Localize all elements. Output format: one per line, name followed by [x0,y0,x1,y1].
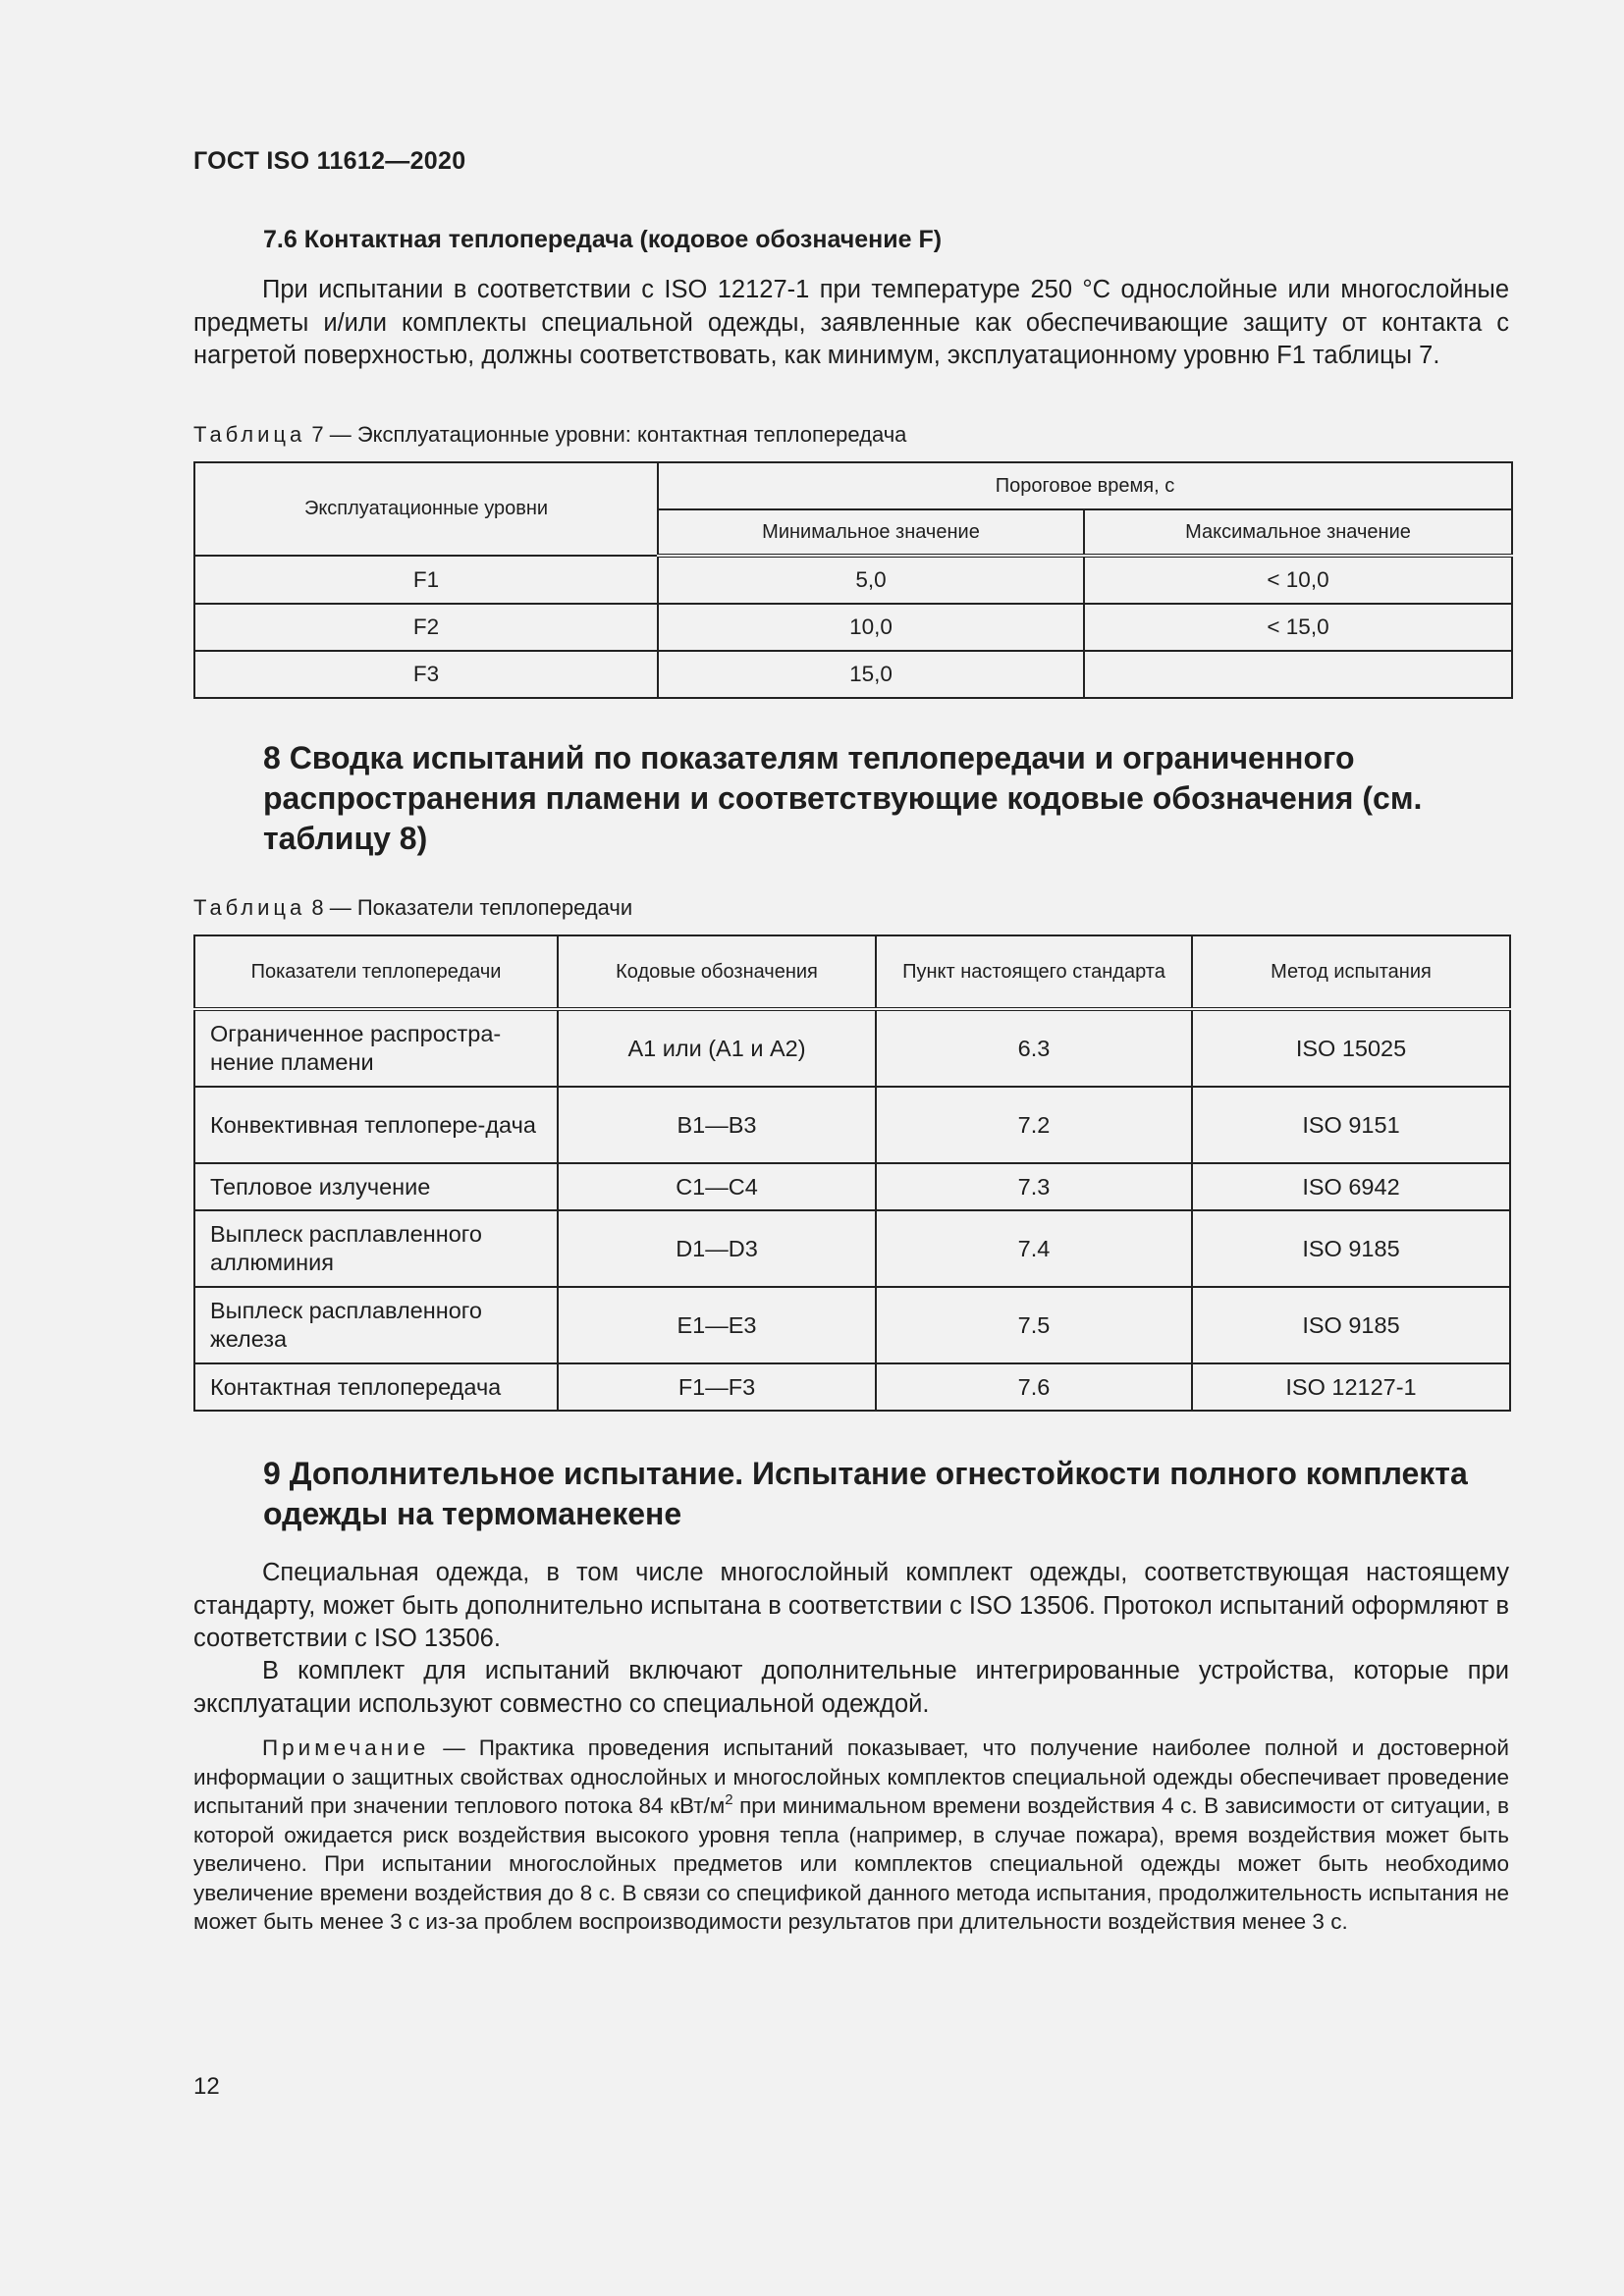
table7-header-min: Минимальное значение [658,509,1084,556]
table8-code-cell: F1—F3 [558,1363,876,1411]
table8-code-cell: D1—D3 [558,1210,876,1287]
section-9-paragraph-1: Специальная одежда, в том числе многослойный комплект одежды, соответствующая настоящему стандарту, может быть дополнительно испытана в соответствии с ISO 13506. Протокол испытаний оформляют в соответствии с ISO 13506. [193,1559,1509,1652]
section-7-6-heading: 7.6 Контактная теплопередача (кодовое обозначение F) [263,226,943,253]
table7-caption-text: 7 — Эксплуатационные уровни: контактная теплопередача [311,422,907,447]
table8-method-cell: ISO 9151 [1192,1087,1510,1163]
table8-indicator-cell: Конвективная теплопере-дача [194,1087,558,1163]
table7-caption-label: Таблица [193,422,306,447]
table8-indicator-cell: Тепловое излучение [194,1163,558,1210]
table8-code-cell: А1 или (А1 и А2) [558,1009,876,1087]
section-9-heading: 9 Дополнительное испытание. Испытание огнестойкости полного комплекта одежды на термоманекене [263,1456,1468,1531]
page-number: 12 [193,2073,220,2100]
table8-header-clause: Пункт настоящего стандарта [876,935,1192,1009]
table7-max-cell: < 15,0 [1084,604,1512,651]
table-row [194,1210,1510,1287]
table7-min-cell: 5,0 [658,556,1084,604]
table7-level-cell: F3 [194,651,658,698]
note-text-b: при минимальном времени воздействия 4 с. В зависимости от ситуации, в которой ожидается риск воздействия высокого уровня тепла (например, в случае пожара), время воздействия может быть увеличено. При испытании многослойных предметов или комплектов специальной одежды может быть необходимо увеличение времени воздействия до 8 с. В связи со спецификой данного метода испытания, продолжительность испытания не может быть менее 3 с из-за проблем воспроизводимости результатов при длительности воздействия менее 3 с. [193,1793,1510,1934]
table8-clause-cell: 7.6 [876,1363,1192,1411]
table8-caption-text: 8 — Показатели теплопередачи [311,895,633,920]
table8-method-cell: ISO 15025 [1192,1009,1510,1087]
table8-clause-cell: 7.5 [876,1287,1192,1363]
table7-level-cell: F1 [194,556,658,604]
table8-method-cell: ISO 6942 [1192,1163,1510,1210]
table-row [194,1087,1510,1163]
note-paragraph [193,1734,1509,1937]
table7 [193,461,1513,699]
section-8-heading: 8 Сводка испытаний по показателям теплопередачи и ограниченного распространения пламени и соответствующие кодовые обозначения (см. таблицу 8) [263,740,1423,856]
table-row [194,651,1512,698]
table-row [194,1163,1510,1210]
note-superscript: 2 [725,1791,733,1808]
table7-header-threshold: Пороговое время, с [658,462,1512,509]
table8-header-method: Метод испытания [1192,935,1510,1009]
note-text-a: — Практика проведения испытаний показывает, что получение наиболее полной и достоверной информации о защитных свойствах однослойных и многослойных комплектов специальной одежды обеспечивает проведение испытаний при значении теплового потока 84 кВт/м [193,1735,1509,1818]
document-header: ГОСТ ISO 11612—2020 [193,147,466,175]
table8-header-row [194,935,1510,1009]
table-row [194,1009,1510,1087]
table7-min-cell: 15,0 [658,651,1084,698]
table8-code-cell: В1—В3 [558,1087,876,1163]
table8 [193,934,1511,1412]
section-7-6-paragraph: При испытании в соответствии с ISO 12127-1 при температуре 250 °С однослойные или многослойные предметы и/или комплекты специальной одежды, заявленные как обеспечивающие защиту от контакта с нагретой поверхностью, должны соответствовать, как минимум, эксплуатационному уровню F1 таблицы 7. [193,276,1509,369]
table-row [194,1363,1510,1411]
table8-method-cell: ISO 12127-1 [1192,1363,1510,1411]
table7-caption [193,422,906,448]
table8-caption [193,895,632,921]
table7-level-cell: F2 [194,604,658,651]
table8-indicator-cell: Контактная теплопередача [194,1363,558,1411]
table8-clause-cell: 7.3 [876,1163,1192,1210]
table-row [194,556,1512,604]
table8-indicator-cell: Выплеск расплавленного аллюминия [194,1210,558,1287]
table8-method-cell: ISO 9185 [1192,1287,1510,1363]
table7-header-max: Максимальное значение [1084,509,1512,556]
table8-method-cell: ISO 9185 [1192,1210,1510,1287]
table7-max-cell: < 10,0 [1084,556,1512,604]
table7-header-row [194,462,1512,509]
table8-clause-cell: 6.3 [876,1009,1192,1087]
table8-caption-label: Таблица [193,895,306,920]
table8-indicator-cell: Выплеск расплавленного железа [194,1287,558,1363]
table7-max-cell [1084,651,1512,698]
table8-indicator-cell: Ограниченное распростра-нение пламени [194,1009,558,1087]
table8-code-cell: Е1—Е3 [558,1287,876,1363]
table8-clause-cell: 7.4 [876,1210,1192,1287]
note-label: Примечание [262,1735,430,1760]
table-row [194,1287,1510,1363]
table8-header-indicator: Показатели теплопередачи [194,935,558,1009]
table-row [194,604,1512,651]
table8-code-cell: С1—С4 [558,1163,876,1210]
table7-min-cell: 10,0 [658,604,1084,651]
table7-header-levels: Эксплуатационные уровни [194,462,658,556]
table8-clause-cell: 7.2 [876,1087,1192,1163]
table8-header-code: Кодовые обозначения [558,935,876,1009]
section-9-paragraph-2: В комплект для испытаний включают дополнительные интегрированные устройства, которые при эксплуатации используют совместно со специальной одеждой. [193,1657,1509,1718]
